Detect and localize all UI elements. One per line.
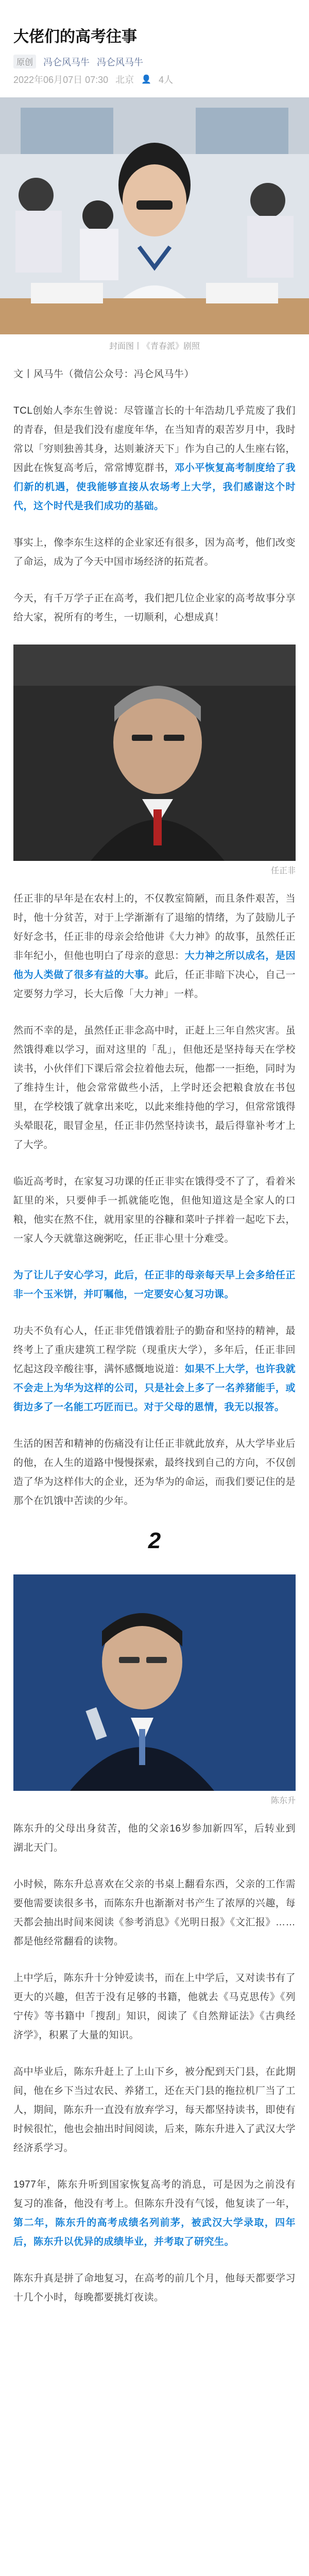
section-number: 2: [148, 1528, 161, 1553]
chen-dongsheng-photo: [13, 1574, 296, 1791]
intro-highlight: 邓小平恢复高考制度给了我们新的机遇，使我能够直接从农场考上大学，我们感谢这个时代，这个时代是我们成功的基础。: [13, 463, 296, 512]
ren-paragraph-3: 临近高考时，在家复习功课的任正非实在饿得受不了了，看着米缸里的米，只要伸手一抓就能吃饱，但他知道这是全家人的口粮，他实在熬不住，就用家里的谷糠和菜叶子拌着一起吃下去，一家人今天就靠这碗粥吃，任正非心里十分难受。: [13, 1176, 296, 1244]
ren-text-1a: 任正非的早年是在农村上的，不仅教室简陋，而且条件艰苦，当时，他十分贫苦，对于上学渐渐有了退缩的情绪，为了鼓励儿子好好念书，任正非的母亲会给他讲《大力神》的故事，虽然任正非年纪小，但他也明白了母亲的意思：: [13, 893, 296, 961]
ren-caption: 任正非: [270, 867, 296, 875]
chen-paragraph-1: 陈东升的父母出身贫苦，他的父亲16岁参加新四军，后转业到湖北天门。: [13, 1823, 296, 1853]
chen-paragraph-3: 上中学后，陈东升十分钟爱读书，而在上中学后，又对读书有了更大的兴趣，但苦于没有足够的书籍，他就去《马克思传》《列宁传》等书籍中「搜刮」知识，阅读了《自然辩证法》《古典经济学》，积累了大量的知识。: [13, 1973, 296, 2041]
publish-date: 2022年06月07日 07:30: [13, 75, 109, 85]
chen-paragraph-4: 高中毕业后，陈东升赶上了上山下乡，被分配到天门县，在此期间，他在乡下当过农民、养猪工，还在天门县的拖拉机厂当了工人，期间，陈东升一直没有放弃学习，每天都坚持读书，即使有时候很忙，他也会抽出时间阅读，后来，陈东升进入了武汉大学经济系学习。: [13, 2066, 296, 2154]
meta-line-1: [13, 55, 296, 69]
hero-caption: 封面图丨《青春派》剧照: [109, 342, 200, 351]
intro-text: TCL创始人李东生曾说：尽管谨言长的十年浩劫几乎荒废了我们的青春，但是我们没有虚度年华，在当知青的艰苦岁月中，我时常以「穷则独善其身，达则兼济天下」作为自己的人生座右铭，因此在恢复高考后，常常博览群书，: [13, 405, 296, 473]
chen-paragraph-6: 陈东升真是拼了命地复习，在高考的前几个月，他每天都要学习十几个小时，每晚都要挑灯夜读。: [13, 2273, 296, 2303]
account-link[interactable]: 冯仑风马牛: [97, 57, 144, 67]
intro-paragraph-2: 事实上，像李东生这样的企业家还有很多，因为高考，他们改变了命运，成为了今天中国市场经济的拓荒者。: [13, 537, 296, 567]
article-title: 大佬们的高考往事: [13, 28, 137, 45]
hero-image: [0, 97, 309, 334]
meta-line-2: [13, 73, 296, 86]
author-link[interactable]: 冯仑风马牛: [43, 57, 90, 67]
ren-text-5a: 功夫不负有心人，任正非凭借饿着肚子的勤奋和坚持的精神，最终考上了重庆建筑工程学院（现重庆大学），多年后，任正非回忆起这段辛酸往事，满怀感慨地说道：: [13, 1326, 296, 1375]
original-badge: 原创: [13, 55, 36, 69]
ren-paragraph-1: [13, 889, 296, 1004]
chen-caption: 陈东升: [270, 1797, 296, 1805]
chen-text-5a: 1977年，陈东升听到国家恢复高考的消息，可是因为之前没有复习的准备，他没有考上。但陈东升没有气馁，他复读了一年，: [13, 2179, 296, 2209]
ren-paragraph-5: [13, 1321, 296, 1417]
ren-highlight-1: 大力神之所以成名，是因他为人类做了很多有益的大事。: [13, 951, 296, 980]
intro-paragraph-3: 今天，有千万学子正在高考，我们把几位企业家的高考故事分享给大家，祝所有的考生，一切顺利，心想成真！: [13, 593, 296, 623]
ren-zhengfei-photo: [13, 645, 296, 861]
byline: 文丨风马牛（微信公众号：冯仑风马牛）: [13, 369, 195, 380]
chen-highlight-5: 第二年，陈东升的高考成绩名列前茅，被武汉大学录取，四年后，陈东升以优异的成绩毕业，并考取了研究生。: [13, 2217, 296, 2247]
intro-paragraph-1: [13, 401, 296, 516]
person-icon: 👤: [141, 75, 152, 84]
ren-text-1c: 此后，任正非暗下决心，自己一定要努力学习，长大后像「大力神」一样。: [13, 970, 296, 999]
publish-location: 北京: [115, 75, 134, 85]
chen-paragraph-2: 小时候，陈东升总喜欢在父亲的书桌上翻看东西，父亲的工作需要他需要读很多书，而陈东升也渐渐对书产生了浓厚的兴趣，每天都会抽出时间来阅读《参考消息》《光明日报》《文汇报》……都是他经常翻看的读物。: [13, 1879, 296, 1947]
reader-count: 4人: [159, 75, 174, 85]
ren-highlight-5: 如果不上大学，也许我就不会走上为华为这样的公司，只是社会上多了一名养猪能手，或街边多了一名能工巧匠而已。对于父母的恩情，我无以报答。: [13, 1364, 296, 1413]
ren-paragraph-4: 为了让儿子安心学习，此后，任正非的母亲每天早上会多给任正非一个玉米饼，并叮嘱他，一定要安心复习功课。: [13, 1270, 296, 1300]
ren-paragraph-2: 然而不幸的是，虽然任正非念高中时，正赶上三年自然灾害。虽然饿得难以学习，面对这里的「乱」，但他还是坚持每天在学校读书，小伙伴们下课后常会拉着他去玩，他都一一拒绝，同时为了维持生计，他会常常做些小活，上学时还会把粮食放在书包里，在学校饿了就拿出来吃，以此来维持他的学习，但常常饿得头晕眼花，眼冒金星，任正非仍然坚持读书，最后得靠补考才上了大学。: [13, 1025, 296, 1150]
ren-paragraph-6: 生活的困苦和精神的伤痛没有让任正非就此放弃，从大学毕业后的他，在人生的道路中慢慢探索，最终找到自己的方向，不仅创造了华为这样伟大的企业，还为华为的命运，而我们要记住的是那个在饥饿中苦读的少年。: [13, 1438, 296, 1506]
chen-paragraph-5: [13, 2175, 296, 2251]
